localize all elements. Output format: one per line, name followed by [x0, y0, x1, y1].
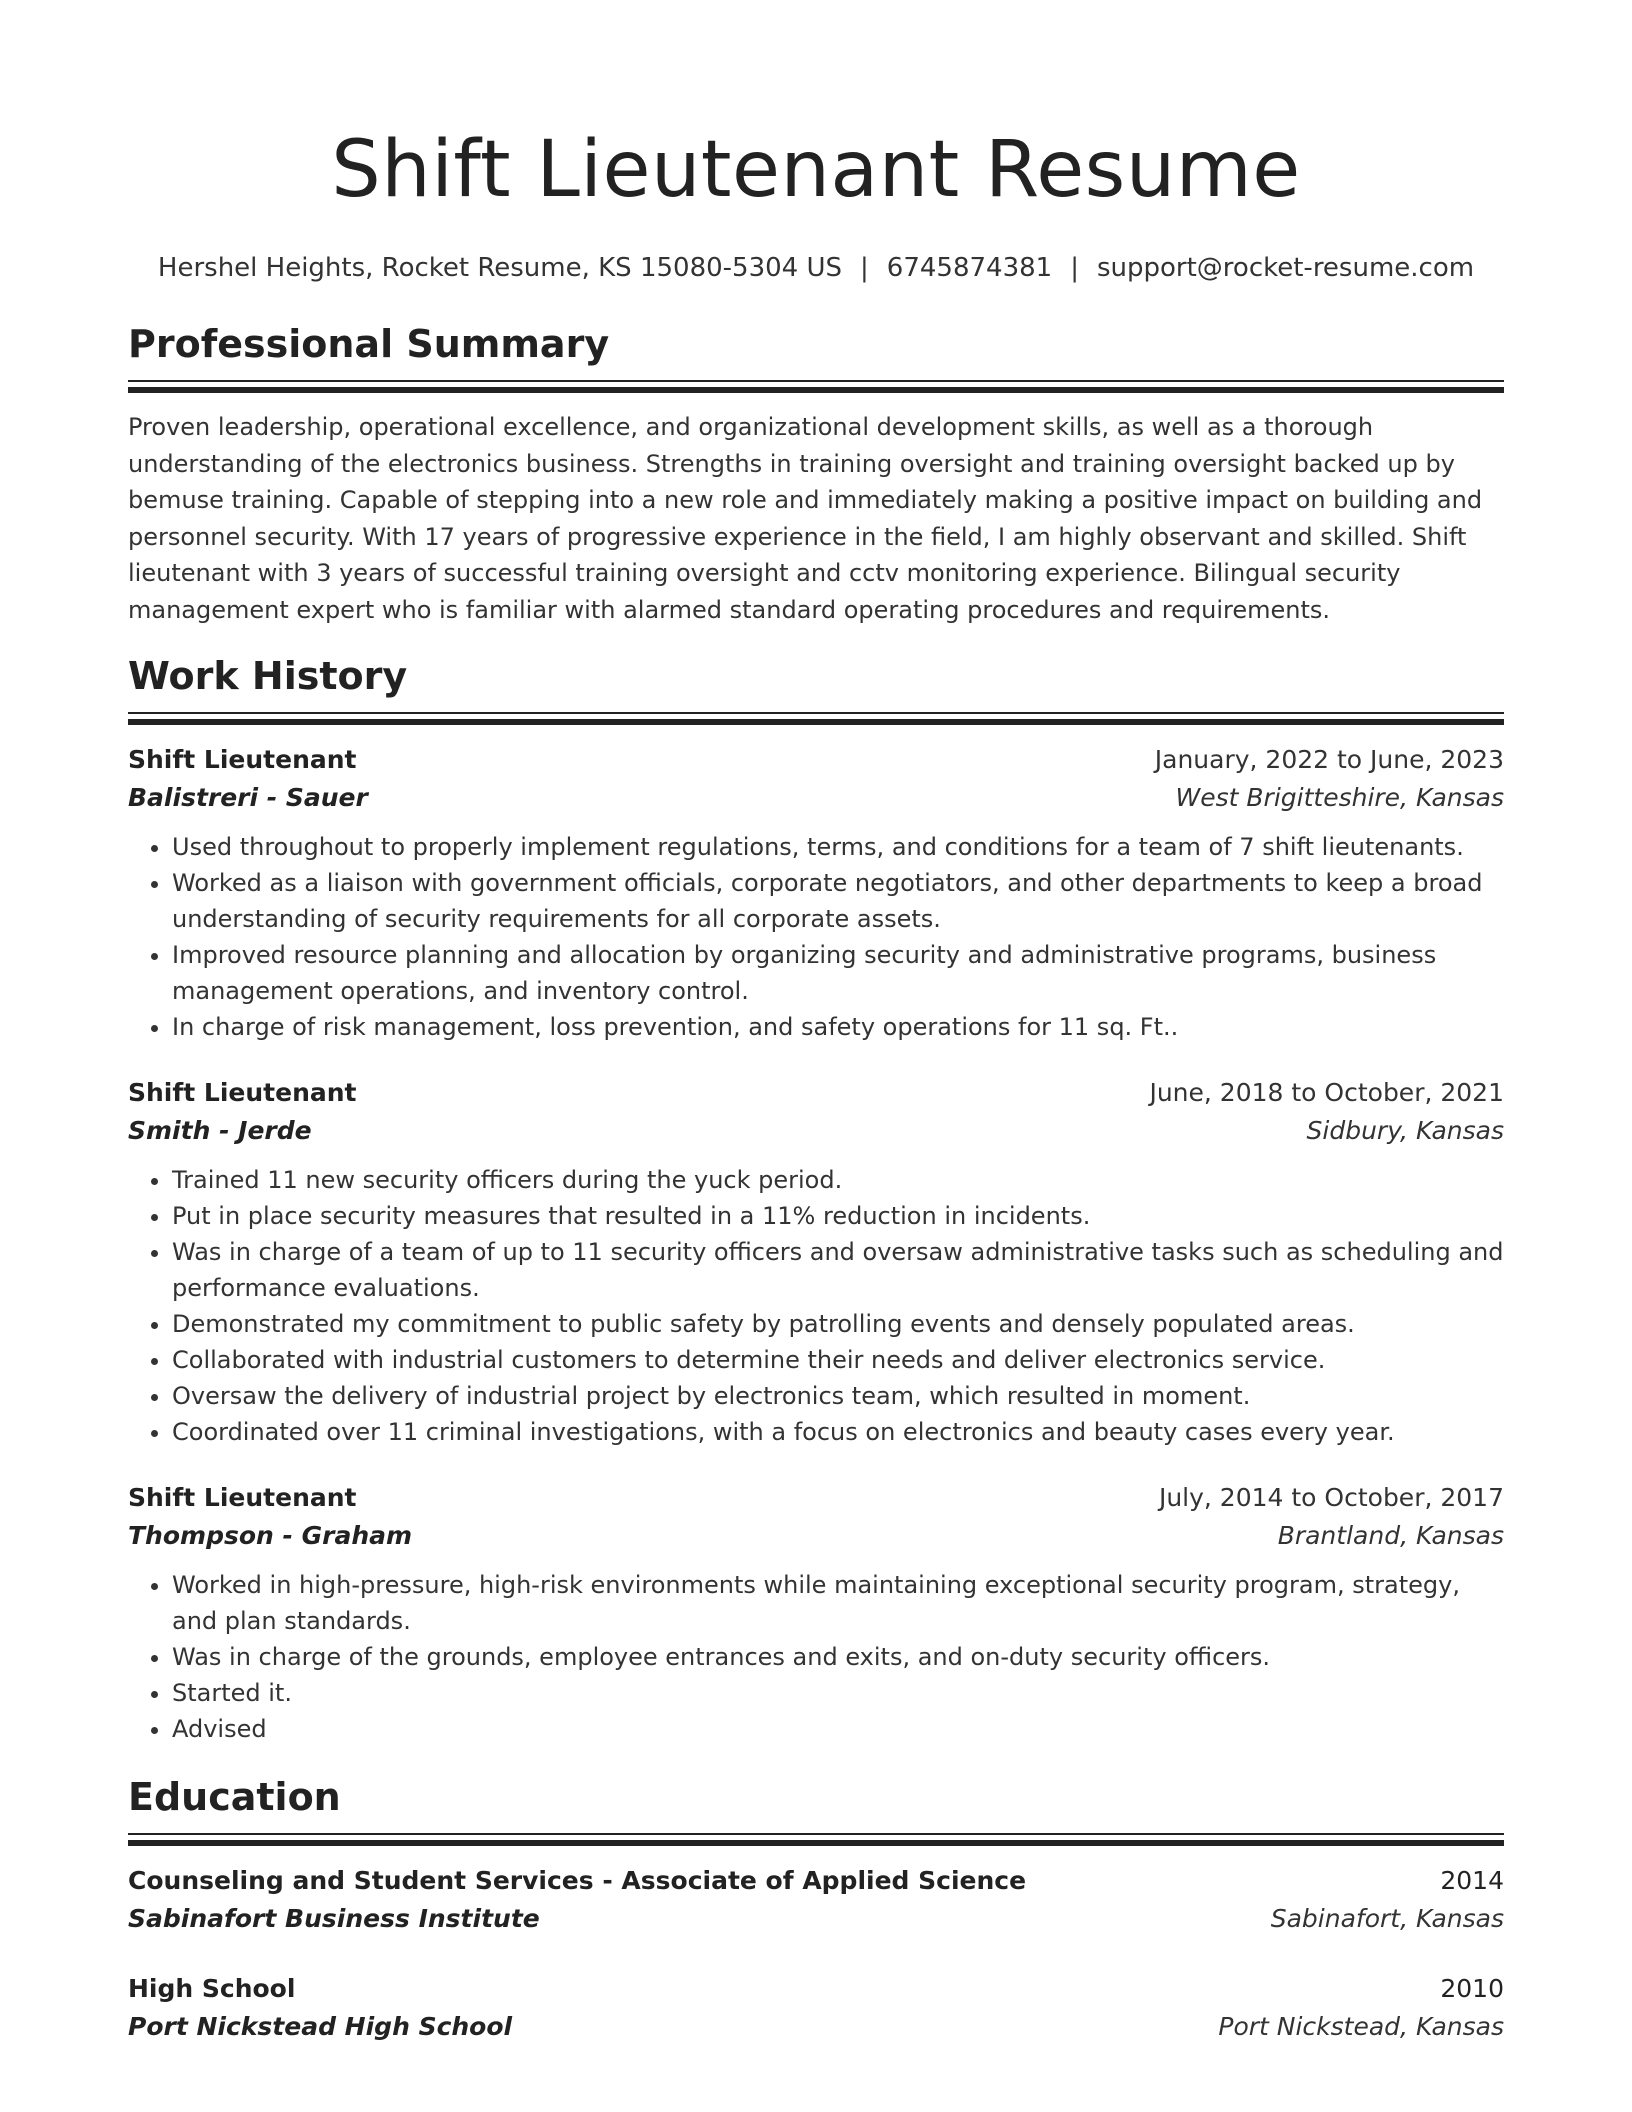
list-item: • Put in place security measures that resulted in a 11% reduction in incidents.	[172, 1198, 1504, 1234]
list-item: • Worked in high-pressure, high-risk environments while maintaining exceptional security program, strategy, and plan standards.	[172, 1567, 1504, 1639]
job-title: Shift Lieutenant	[128, 1078, 357, 1107]
section-heading-education: Education	[128, 1775, 341, 1819]
job-entry	[128, 1479, 1504, 1747]
education-degree: Counseling and Student Services - Associate of Applied Science	[128, 1866, 1027, 1895]
work-history-section	[128, 652, 1504, 1747]
job-subheader	[128, 1112, 1504, 1150]
list-item: • Coordinated over 11 criminal investigations, with a focus on electronics and beauty cases every year.	[172, 1414, 1504, 1450]
job-dates: June, 2018 to October, 2021	[1149, 1078, 1504, 1107]
contact-separator: |	[860, 253, 869, 283]
education-header	[128, 1970, 1504, 2008]
job-location: Brantland, Kansas	[1277, 1521, 1504, 1550]
job-bullets	[128, 1567, 1504, 1747]
job-header	[128, 741, 1504, 779]
list-item: • Trained 11 new security officers during the yuck period.	[172, 1162, 1504, 1198]
education-school: Port Nickstead High School	[128, 2012, 513, 2041]
contact-line	[128, 250, 1504, 286]
contact-separator: |	[1070, 253, 1079, 283]
contact-address: Hershel Heights, Rocket Resume, KS 15080-5304 US	[157, 253, 843, 283]
section-divider	[128, 380, 1504, 393]
education-year: 2010	[1440, 1974, 1504, 2003]
page-title: Shift Lieutenant Resume	[331, 125, 1301, 215]
section-divider	[128, 1833, 1504, 1846]
job-header	[128, 1074, 1504, 1112]
education-location: Port Nickstead, Kansas	[1218, 2012, 1504, 2041]
section-heading-work: Work History	[128, 654, 408, 698]
list-item: • Collaborated with industrial customers to determine their needs and deliver electronics service.	[172, 1342, 1504, 1378]
job-entry	[128, 1074, 1504, 1450]
job-company: Balistreri - Sauer	[128, 783, 368, 812]
education-location: Sabinafort, Kansas	[1270, 1904, 1504, 1933]
list-item: • In charge of risk management, loss prevention, and safety operations for 11 sq. Ft..	[172, 1009, 1504, 1045]
education-entry	[128, 1970, 1504, 2046]
list-item: • Oversaw the delivery of industrial project by electronics team, which resulted in moment.	[172, 1378, 1504, 1414]
education-subheader	[128, 1900, 1504, 1938]
list-item: • Advised	[172, 1711, 1504, 1747]
contact-email: support@rocket-resume.com	[1096, 253, 1475, 283]
list-item: • Started it.	[172, 1675, 1504, 1711]
summary-text: Proven leadership, operational excellence, and organizational development skills, as well as a thorough understanding of the electronics business. Strengths in training oversight and training oversight backed up by bemuse training. Capable of stepping into a new role and immediately making a positive impact on building and personnel security. With 17 years of progressive experience in the field, I am highly observant and skilled. Shift lieutenant with 3 years of successful training oversight and cctv monitoring experience. Bilingual security management expert who is familiar with alarmed standard operating procedures and requirements.	[128, 413, 1483, 624]
education-year: 2014	[1440, 1866, 1504, 1895]
summary-section	[128, 320, 1504, 628]
job-dates: July, 2014 to October, 2017	[1158, 1483, 1504, 1512]
job-bullets	[128, 829, 1504, 1045]
job-location: Sidbury, Kansas	[1306, 1116, 1504, 1145]
job-location: West Brigitteshire, Kansas	[1175, 783, 1504, 812]
section-divider	[128, 712, 1504, 725]
section-heading-summary: Professional Summary	[128, 322, 610, 366]
contact-phone: 6745874381	[886, 253, 1053, 283]
list-item: • Demonstrated my commitment to public safety by patrolling events and densely populated areas.	[172, 1306, 1504, 1342]
job-company: Smith - Jerde	[128, 1116, 312, 1145]
job-title: Shift Lieutenant	[128, 745, 357, 774]
list-item: • Used throughout to properly implement regulations, terms, and conditions for a team of 7 shift lieutenants.	[172, 829, 1504, 865]
job-bullets	[128, 1162, 1504, 1450]
job-header	[128, 1479, 1504, 1517]
education-degree: High School	[128, 1974, 296, 2003]
list-item: • Improved resource planning and allocation by organizing security and administrative programs, business management operations, and inventory control.	[172, 937, 1504, 1009]
job-dates: January, 2022 to June, 2023	[1154, 745, 1504, 774]
education-section	[128, 1773, 1504, 2046]
list-item: • Was in charge of the grounds, employee entrances and exits, and on-duty security officers.	[172, 1639, 1504, 1675]
job-company: Thompson - Graham	[128, 1521, 413, 1550]
education-entry	[128, 1862, 1504, 1938]
list-item: • Was in charge of a team of up to 11 security officers and oversaw administrative tasks such as scheduling and performance evaluations.	[172, 1234, 1504, 1306]
job-entry	[128, 741, 1504, 1045]
job-subheader	[128, 1517, 1504, 1555]
job-title: Shift Lieutenant	[128, 1483, 357, 1512]
education-header	[128, 1862, 1504, 1900]
education-school: Sabinafort Business Institute	[128, 1904, 540, 1933]
education-subheader	[128, 2008, 1504, 2046]
list-item: • Worked as a liaison with government officials, corporate negotiators, and other departments to keep a broad understanding of security requirements for all corporate assets.	[172, 865, 1504, 937]
job-subheader	[128, 779, 1504, 817]
